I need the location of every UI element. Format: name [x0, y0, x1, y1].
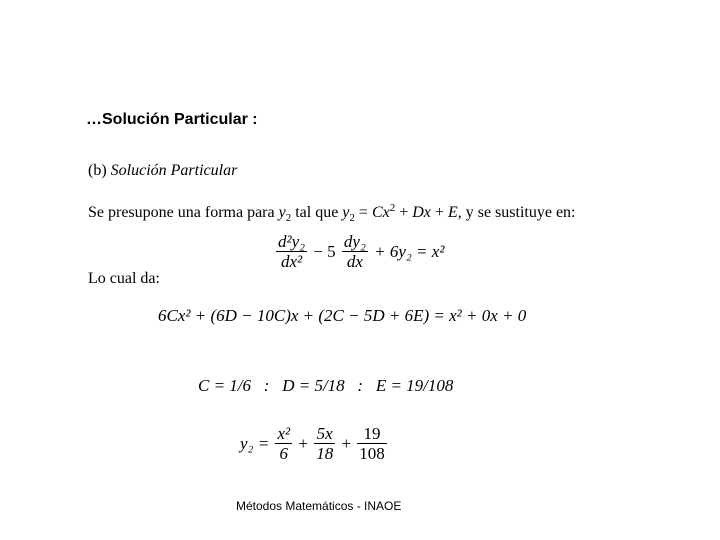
- subheading-label: (b): [88, 162, 107, 179]
- expanded-equation: 6Cx² + (6D − 10C)x + (2C − 5D + 6E) = x² + 0x + 0: [158, 306, 527, 325]
- ode-t2-den: dx: [346, 252, 363, 271]
- ode-first-derivative: [342, 232, 368, 271]
- intro-sup2: 2: [389, 202, 396, 214]
- ode-op2: + 6y₂ = x²: [374, 241, 445, 261]
- solution-fraction-1: [275, 424, 292, 463]
- sol-plus1: +: [298, 433, 308, 453]
- ode-second-derivative: [276, 232, 307, 271]
- slide-footer: Métodos Matemáticos - INAOE: [236, 499, 402, 513]
- intro-D: Dx: [412, 204, 431, 221]
- solution-lhs: y₂ =: [240, 433, 270, 453]
- intro-C: Cx: [371, 204, 390, 221]
- intro-y: y: [278, 204, 286, 221]
- sol-plus2: +: [341, 433, 352, 453]
- intro-eq-y: y: [342, 204, 350, 221]
- coefficients-line: C = 1/6 : D = 5/18 : E = 19/108: [198, 376, 454, 395]
- intro-eq-sub: 2: [349, 212, 355, 224]
- ode-t1-num: d²y₂: [278, 232, 306, 251]
- subheading: [88, 162, 237, 180]
- sol-f3-den: 108: [359, 444, 385, 463]
- intro-E: E: [447, 204, 458, 221]
- intro-middle: tal que: [291, 204, 343, 221]
- solution-fraction-2: [314, 424, 335, 463]
- sol-f2-den: 18: [316, 444, 334, 463]
- sol-f3-num: 19: [357, 424, 387, 444]
- intro-prefix: Se presupone una forma para: [88, 204, 279, 221]
- ode-t1-den: dx²: [280, 252, 303, 271]
- sol-f1-den: 6: [279, 444, 289, 463]
- ode-op1: − 5: [313, 241, 336, 261]
- intro-paragraph: [88, 204, 575, 222]
- ode-t2-num: dy₂: [343, 232, 366, 251]
- solution-fraction-3: [357, 424, 387, 463]
- intro-eq-rest3: +: [430, 204, 448, 221]
- subheading-text: Solución Particular: [110, 162, 238, 179]
- slide-title: …Solución Particular :: [86, 111, 258, 128]
- intro-y-sub: 2: [285, 212, 292, 224]
- sol-f2-num: 5x: [314, 424, 335, 444]
- ode-equation: [274, 232, 444, 271]
- intro-eq-rest2: +: [395, 204, 413, 221]
- intro-suffix: , y se sustituye en:: [457, 204, 576, 221]
- lo-cual-da: Lo cual da:: [88, 270, 160, 287]
- intro-eq-rest1: =: [354, 204, 372, 221]
- solution-equation: [240, 424, 389, 463]
- sol-f1-num: x²: [277, 424, 291, 443]
